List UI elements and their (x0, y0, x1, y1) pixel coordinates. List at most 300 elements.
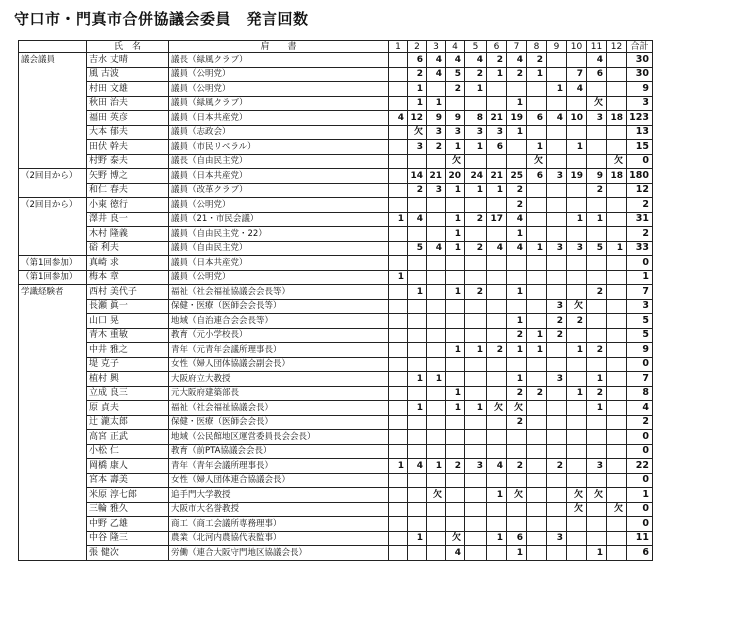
session-8-count: 6 (527, 169, 547, 184)
table-row (19, 502, 653, 517)
session-7-count (507, 140, 527, 155)
session-1-count (389, 502, 408, 517)
session-11-count: 2 (587, 343, 607, 358)
session-4-count: 2 (446, 82, 465, 97)
session-10-count (567, 444, 587, 459)
session-6-count (487, 154, 507, 169)
session-9-count (547, 343, 567, 358)
session-3-count (427, 314, 446, 329)
member-role: 議員（日本共産党） (169, 111, 389, 126)
member-name: 真崎 求 (87, 256, 169, 271)
table-body (19, 53, 653, 561)
session-3-count (427, 256, 446, 271)
session-1-count (389, 198, 408, 213)
session-1-count (389, 473, 408, 488)
session-9-count (547, 183, 567, 198)
total-count: 180 (627, 169, 653, 184)
member-role: 議員（志政会） (169, 125, 389, 140)
session-2-count (408, 227, 427, 242)
session-11-count: 3 (587, 111, 607, 126)
session-10-count (567, 401, 587, 416)
session-3-count: 3 (427, 183, 446, 198)
session-10-count (567, 198, 587, 213)
row-group-label (19, 517, 87, 532)
session-6-count: 6 (487, 140, 507, 155)
session-1-count (389, 285, 408, 300)
session-1-count (389, 140, 408, 155)
member-name: 辻 瀧太郎 (87, 415, 169, 430)
session-8-count (527, 430, 547, 445)
header-role: 肩 書 (169, 41, 389, 53)
session-5-count: 2 (465, 212, 487, 227)
session-6-count: 2 (487, 53, 507, 68)
member-role: 議員（21・市民会議） (169, 212, 389, 227)
session-8-count (527, 546, 547, 561)
row-group-label (19, 82, 87, 97)
session-8-count (527, 357, 547, 372)
session-9-count (547, 270, 567, 285)
row-group-label (19, 386, 87, 401)
session-3-count: 21 (427, 169, 446, 184)
session-1-count (389, 546, 408, 561)
session-7-count: 6 (507, 531, 527, 546)
session-1-count: 4 (389, 111, 408, 126)
session-11-count (587, 473, 607, 488)
session-9-count: 2 (547, 459, 567, 474)
member-name: 澤井 良一 (87, 212, 169, 227)
session-8-count (527, 459, 547, 474)
session-9-count (547, 96, 567, 111)
session-8-count (527, 256, 547, 271)
session-7-count (507, 502, 527, 517)
session-7-count: 2 (507, 183, 527, 198)
session-5-count (465, 314, 487, 329)
session-3-count (427, 227, 446, 242)
total-count: 9 (627, 82, 653, 97)
session-12-count: 18 (607, 169, 627, 184)
session-7-count: 2 (507, 328, 527, 343)
member-name: 木村 隆義 (87, 227, 169, 242)
session-9-count: 3 (547, 531, 567, 546)
session-10-count (567, 154, 587, 169)
session-4-count: 4 (446, 53, 465, 68)
total-count: 5 (627, 314, 653, 329)
session-4-count (446, 502, 465, 517)
session-2-count: 3 (408, 140, 427, 155)
session-5-count: 24 (465, 169, 487, 184)
session-8-count (527, 82, 547, 97)
session-2-count (408, 386, 427, 401)
session-3-count: 4 (427, 53, 446, 68)
member-name: 村野 泰夫 (87, 154, 169, 169)
row-group-label (19, 328, 87, 343)
table-row (19, 531, 653, 546)
session-10-count (567, 459, 587, 474)
member-role: 議員（公明党） (169, 82, 389, 97)
session-9-count: 3 (547, 372, 567, 387)
row-group-label: （第1回参加） (19, 270, 87, 285)
session-6-count (487, 270, 507, 285)
session-10-count: 1 (567, 386, 587, 401)
session-2-count: 1 (408, 285, 427, 300)
session-4-count: 1 (446, 140, 465, 155)
table-row (19, 96, 653, 111)
session-12-count (607, 415, 627, 430)
session-11-count: 2 (587, 285, 607, 300)
session-3-count (427, 502, 446, 517)
member-name: 高宮 正武 (87, 430, 169, 445)
session-10-count: 1 (567, 343, 587, 358)
session-9-count: 2 (547, 314, 567, 329)
row-group-label (19, 415, 87, 430)
table-row (19, 299, 653, 314)
session-1-count: 1 (389, 270, 408, 285)
session-8-count (527, 488, 547, 503)
session-1-count (389, 299, 408, 314)
session-8-count (527, 299, 547, 314)
session-9-count (547, 53, 567, 68)
row-group-label (19, 314, 87, 329)
session-8-count: 2 (527, 53, 547, 68)
session-12-count (607, 531, 627, 546)
session-5-count: 2 (465, 285, 487, 300)
session-1-count (389, 96, 408, 111)
session-10-count: 欠 (567, 488, 587, 503)
session-10-count: 19 (567, 169, 587, 184)
session-1-count (389, 53, 408, 68)
session-5-count: 3 (465, 459, 487, 474)
session-8-count (527, 183, 547, 198)
member-role: 女性（婦人団体連合協議会長） (169, 473, 389, 488)
session-3-count (427, 546, 446, 561)
total-count: 8 (627, 386, 653, 401)
session-8-count (527, 96, 547, 111)
header-session-5: 5 (465, 41, 487, 53)
session-3-count (427, 401, 446, 416)
session-1-count (389, 154, 408, 169)
session-7-count: 1 (507, 343, 527, 358)
session-6-count: 21 (487, 169, 507, 184)
session-2-count (408, 488, 427, 503)
session-6-count (487, 314, 507, 329)
session-9-count (547, 401, 567, 416)
header-total: 合計 (627, 41, 653, 53)
session-9-count (547, 154, 567, 169)
session-1-count (389, 386, 408, 401)
session-11-count (587, 444, 607, 459)
session-2-count (408, 299, 427, 314)
session-6-count: 1 (487, 531, 507, 546)
session-12-count (607, 343, 627, 358)
session-11-count: 1 (587, 401, 607, 416)
member-role: 地域（自治連合会会長等） (169, 314, 389, 329)
header-session-6: 6 (487, 41, 507, 53)
row-group-label: （第1回参加） (19, 256, 87, 271)
session-8-count (527, 372, 547, 387)
member-role: 農業（北河内農協代表監事） (169, 531, 389, 546)
session-12-count (607, 212, 627, 227)
session-5-count (465, 372, 487, 387)
session-2-count (408, 357, 427, 372)
table-row (19, 430, 653, 445)
member-role: 保健・医療（医師会会長等） (169, 299, 389, 314)
session-4-count: 欠 (446, 531, 465, 546)
member-role: 議員（日本共産党） (169, 256, 389, 271)
header-session-3: 3 (427, 41, 446, 53)
session-7-count: 1 (507, 546, 527, 561)
session-11-count: 1 (587, 546, 607, 561)
session-12-count (607, 183, 627, 198)
member-name: 吉水 丈晴 (87, 53, 169, 68)
session-11-count (587, 328, 607, 343)
session-9-count (547, 140, 567, 155)
session-5-count (465, 357, 487, 372)
session-11-count: 2 (587, 386, 607, 401)
session-9-count: 4 (547, 111, 567, 126)
session-2-count (408, 270, 427, 285)
total-count: 13 (627, 125, 653, 140)
session-10-count (567, 372, 587, 387)
session-8-count (527, 444, 547, 459)
table-row (19, 285, 653, 300)
session-12-count (607, 357, 627, 372)
member-role: 議員（公明党） (169, 198, 389, 213)
session-11-count: 欠 (587, 96, 607, 111)
session-5-count: 8 (465, 111, 487, 126)
session-10-count (567, 473, 587, 488)
session-7-count (507, 430, 527, 445)
session-2-count (408, 517, 427, 532)
member-name: 西村 美代子 (87, 285, 169, 300)
member-name: 硲 利夫 (87, 241, 169, 256)
table-row (19, 444, 653, 459)
session-4-count (446, 517, 465, 532)
session-11-count: 9 (587, 169, 607, 184)
session-3-count: 欠 (427, 488, 446, 503)
session-4-count (446, 314, 465, 329)
member-role: 大阪府立大教授 (169, 372, 389, 387)
session-7-count: 4 (507, 53, 527, 68)
session-6-count: 3 (487, 125, 507, 140)
session-12-count (607, 517, 627, 532)
session-2-count: 欠 (408, 125, 427, 140)
session-1-count (389, 183, 408, 198)
session-3-count (427, 517, 446, 532)
session-10-count (567, 183, 587, 198)
member-name: 長瀬 眞一 (87, 299, 169, 314)
member-name: 三輪 雅久 (87, 502, 169, 517)
session-5-count (465, 430, 487, 445)
table-row (19, 67, 653, 82)
session-12-count (607, 227, 627, 242)
session-1-count (389, 488, 408, 503)
total-count: 33 (627, 241, 653, 256)
total-count: 30 (627, 67, 653, 82)
member-name: 大本 郁夫 (87, 125, 169, 140)
member-role: 保健・医療（医師会会長） (169, 415, 389, 430)
session-6-count (487, 96, 507, 111)
session-10-count (567, 415, 587, 430)
page-title: 守口市・門真市合併協議会委員 発言回数 (14, 10, 309, 28)
session-2-count: 1 (408, 82, 427, 97)
member-name: 梅本 章 (87, 270, 169, 285)
session-5-count: 2 (465, 67, 487, 82)
session-2-count: 4 (408, 212, 427, 227)
session-9-count (547, 227, 567, 242)
total-count: 7 (627, 372, 653, 387)
table-row (19, 386, 653, 401)
session-12-count (607, 372, 627, 387)
member-name: 村田 文雄 (87, 82, 169, 97)
member-name: 小東 徳行 (87, 198, 169, 213)
session-2-count (408, 256, 427, 271)
session-3-count (427, 386, 446, 401)
session-4-count (446, 198, 465, 213)
header-session-8: 8 (527, 41, 547, 53)
total-count: 4 (627, 401, 653, 416)
session-8-count (527, 314, 547, 329)
session-3-count (427, 444, 446, 459)
session-9-count (547, 546, 567, 561)
table-row (19, 488, 653, 503)
table-row (19, 372, 653, 387)
table-row (19, 198, 653, 213)
session-10-count (567, 531, 587, 546)
session-5-count: 1 (465, 82, 487, 97)
session-4-count: 1 (446, 343, 465, 358)
member-name: 青木 重敏 (87, 328, 169, 343)
session-11-count (587, 531, 607, 546)
session-1-count (389, 227, 408, 242)
total-count: 11 (627, 531, 653, 546)
session-6-count (487, 82, 507, 97)
session-1-count (389, 517, 408, 532)
member-role: 教育（前PTA協議会会長） (169, 444, 389, 459)
session-6-count (487, 227, 507, 242)
row-group-label (19, 531, 87, 546)
session-4-count: 1 (446, 241, 465, 256)
header-group (19, 41, 87, 53)
session-2-count (408, 154, 427, 169)
session-3-count (427, 430, 446, 445)
session-1-count (389, 343, 408, 358)
table-row (19, 169, 653, 184)
session-7-count: 1 (507, 314, 527, 329)
session-7-count: 19 (507, 111, 527, 126)
total-count: 1 (627, 488, 653, 503)
session-6-count (487, 256, 507, 271)
session-4-count (446, 328, 465, 343)
session-8-count (527, 285, 547, 300)
session-9-count (547, 256, 567, 271)
session-10-count: 3 (567, 241, 587, 256)
member-role: 議員（自由民主党・22） (169, 227, 389, 242)
row-group-label: （2回目から） (19, 169, 87, 184)
session-10-count (567, 328, 587, 343)
session-1-count (389, 169, 408, 184)
session-1-count (389, 314, 408, 329)
member-role: 青年（元青年会議所理事長） (169, 343, 389, 358)
session-11-count (587, 82, 607, 97)
member-name: 岡橋 康人 (87, 459, 169, 474)
member-name: 秋田 治夫 (87, 96, 169, 111)
session-2-count (408, 314, 427, 329)
session-4-count: 2 (446, 459, 465, 474)
session-4-count (446, 256, 465, 271)
session-1-count (389, 125, 408, 140)
session-7-count: 1 (507, 285, 527, 300)
member-name: 小松 仁 (87, 444, 169, 459)
session-3-count: 4 (427, 67, 446, 82)
member-role: 議員（緑風クラブ） (169, 96, 389, 111)
session-9-count: 2 (547, 328, 567, 343)
header-session-2: 2 (408, 41, 427, 53)
header-session-4: 4 (446, 41, 465, 53)
session-12-count (607, 386, 627, 401)
session-2-count: 4 (408, 459, 427, 474)
total-count: 5 (627, 328, 653, 343)
session-10-count (567, 285, 587, 300)
member-role: 大阪市大名誉教授 (169, 502, 389, 517)
row-group-label (19, 430, 87, 445)
session-10-count: 2 (567, 314, 587, 329)
session-8-count (527, 517, 547, 532)
session-4-count: 1 (446, 386, 465, 401)
session-3-count: 4 (427, 241, 446, 256)
row-group-label (19, 212, 87, 227)
session-12-count (607, 125, 627, 140)
session-3-count: 1 (427, 459, 446, 474)
header-name: 氏 名 (87, 41, 169, 53)
session-4-count: 1 (446, 212, 465, 227)
session-4-count (446, 299, 465, 314)
session-8-count: 欠 (527, 154, 547, 169)
row-group-label (19, 401, 87, 416)
session-9-count: 3 (547, 299, 567, 314)
session-4-count (446, 415, 465, 430)
member-role: 議員（市民リベラル） (169, 140, 389, 155)
session-12-count (607, 285, 627, 300)
session-12-count (607, 314, 627, 329)
session-2-count (408, 444, 427, 459)
row-group-label (19, 546, 87, 561)
session-11-count (587, 314, 607, 329)
session-7-count: 1 (507, 125, 527, 140)
session-8-count: 1 (527, 328, 547, 343)
session-12-count: 18 (607, 111, 627, 126)
member-name: 中谷 隆三 (87, 531, 169, 546)
session-6-count (487, 430, 507, 445)
member-role: 議員（自由民主党） (169, 241, 389, 256)
session-4-count: 1 (446, 183, 465, 198)
session-11-count (587, 125, 607, 140)
session-5-count (465, 473, 487, 488)
session-7-count: 1 (507, 96, 527, 111)
session-6-count: 4 (487, 241, 507, 256)
session-11-count: 5 (587, 241, 607, 256)
session-9-count (547, 212, 567, 227)
table-row (19, 473, 653, 488)
session-8-count (527, 502, 547, 517)
session-4-count (446, 357, 465, 372)
session-5-count (465, 270, 487, 285)
session-5-count: 1 (465, 183, 487, 198)
session-3-count: 2 (427, 140, 446, 155)
session-4-count: 9 (446, 111, 465, 126)
session-9-count (547, 444, 567, 459)
session-3-count: 9 (427, 111, 446, 126)
session-11-count: 6 (587, 67, 607, 82)
